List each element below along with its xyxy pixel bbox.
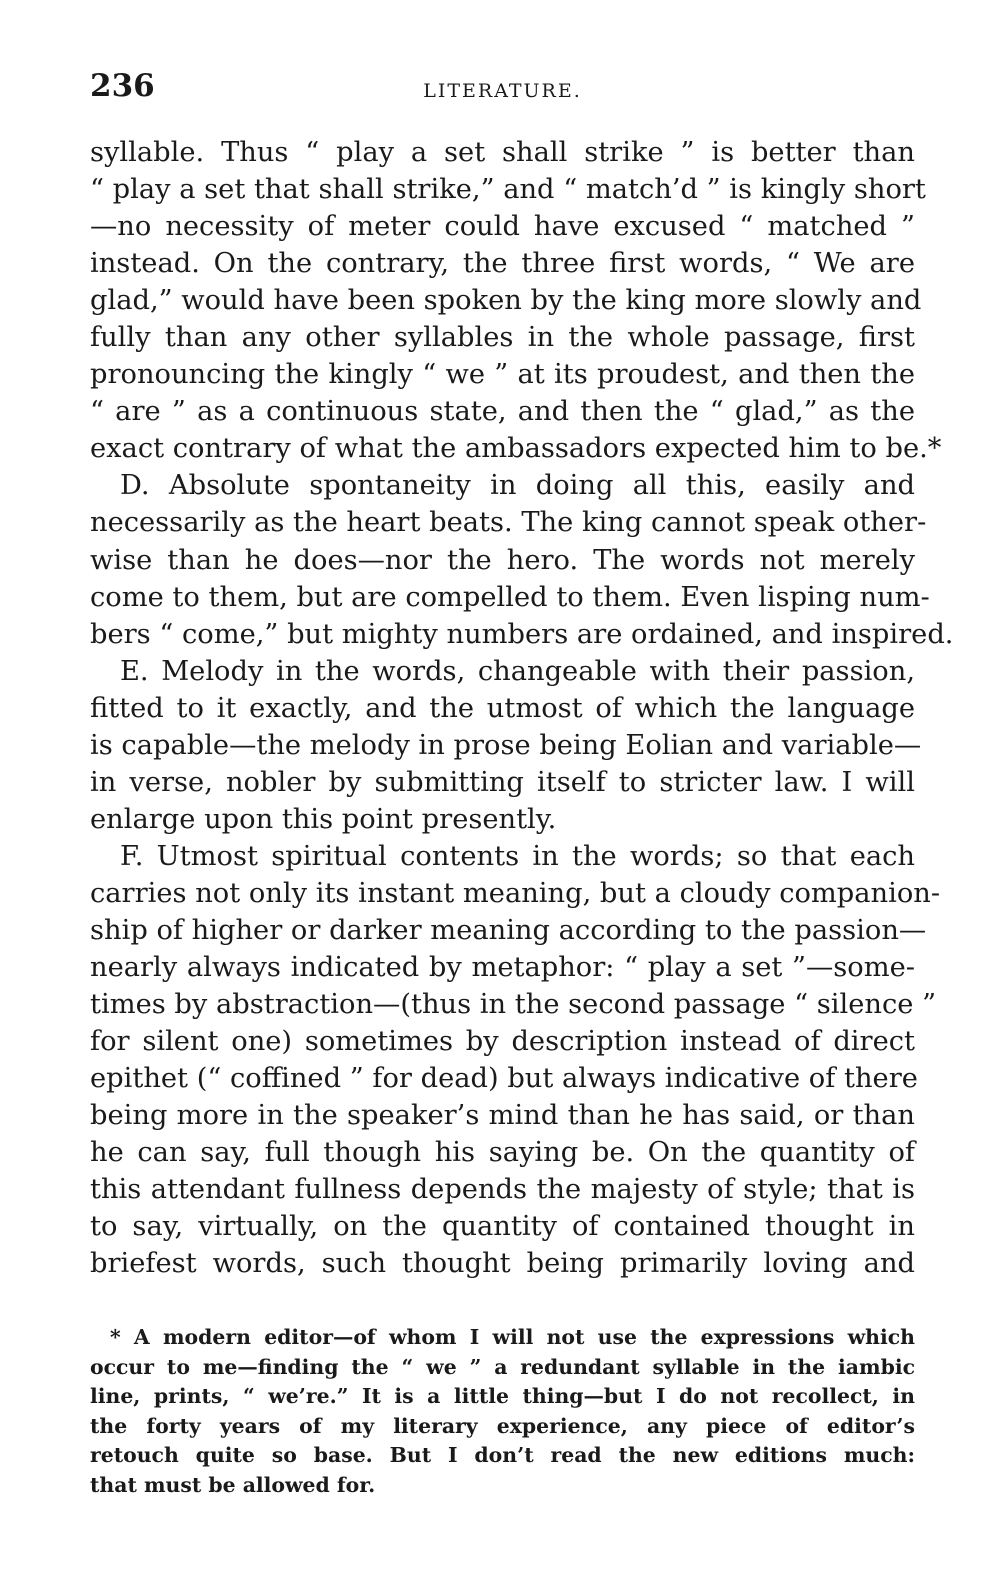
text-line: is capable—the melody in prose being Eolian and variable— <box>90 729 922 761</box>
text-line: pronouncing the kingly “ we ” at its proudest, and then the <box>90 359 915 391</box>
text-line: enlarge upon this point presently. <box>90 803 557 835</box>
text-line: in verse, nobler by submitting itself to stricter law. I will <box>90 766 915 798</box>
text-line: times by abstraction—(thus in the second passage “ silence ” <box>90 989 937 1021</box>
text-line: F. Utmost spiritual contents in the words; so that each <box>120 840 915 872</box>
text-line: “ are ” as a continuous state, and then the “ glad,” as the <box>90 396 915 428</box>
body-text <box>90 134 954 1282</box>
footnote-line: retouch quite so base. But I don’t read the new editions much: <box>90 1443 915 1468</box>
footnote-line: the forty years of my literary experience, any piece of editor’s <box>90 1413 915 1438</box>
text-line: instead. On the contrary, the three first words, “ We are <box>90 248 915 280</box>
text-line: come to them, but are compelled to them. Even lisping num- <box>90 581 930 613</box>
footnote-line: occur to me—finding the “ we ” a redundant syllable in the iambic <box>90 1354 915 1379</box>
text-line: necessarily as the heart beats. The king cannot speak other- <box>90 507 927 539</box>
footnote-line: * A modern editor—of whom I will not use the expressions which <box>110 1325 915 1349</box>
text-line: to say, virtually, on the quantity of contained thought in <box>90 1211 915 1243</box>
text-line: wise than he does—nor the hero. The words not merely <box>90 544 915 576</box>
text-line: “ play a set that shall strike,” and “ match’d ” is kingly short <box>90 174 926 206</box>
text-line: glad,” would have been spoken by the king more slowly and <box>90 285 922 317</box>
text-line: E. Melody in the words, changeable with their passion, <box>120 655 915 687</box>
text-line: —no necessity of meter could have excused “ matched ” <box>90 211 915 243</box>
text-line: D. Absolute spontaneity in doing all this, easily and <box>120 470 915 502</box>
text-line: bers “ come,” but mighty numbers are ordained, and inspired. <box>90 618 954 650</box>
text-line: nearly always indicated by metaphor: “ play a set ”—some- <box>90 952 915 984</box>
text-line: fitted to it exactly, and the utmost of which the language <box>90 692 915 724</box>
text-line: he can say, full though his saying be. On the quantity of <box>90 1137 915 1169</box>
footnote-line: line, prints, “ we’re.” It is a little thing—but I do not recollect, in <box>90 1384 915 1409</box>
running-head: LITERATURE. <box>423 80 582 102</box>
text-line: carries not only its instant meaning, but a cloudy companion- <box>90 877 941 909</box>
text-line: epithet (“ coffined ” for dead) but always indicative of there <box>90 1063 918 1095</box>
text-line: exact contrary of what the ambassadors expected him to be.* <box>90 433 942 465</box>
footnote-line: that must be allowed for. <box>90 1472 376 1497</box>
text-line: syllable. Thus “ play a set shall strike ” is better than <box>90 137 915 168</box>
text-line: for silent one) sometimes by description instead of direct <box>90 1026 915 1058</box>
page-number: 236 <box>90 68 155 104</box>
text-line: briefest words, such thought being primarily loving and <box>90 1248 915 1280</box>
text-line: this attendant fullness depends the majesty of style; that is <box>90 1174 915 1206</box>
text-line: ship of higher or darker meaning according to the passion— <box>90 914 927 946</box>
text-line: being more in the speaker’s mind than he has said, or than <box>90 1100 915 1132</box>
footnote <box>90 1323 915 1501</box>
page-header <box>90 68 915 108</box>
text-line: fully than any other syllables in the whole passage, first <box>90 322 915 354</box>
